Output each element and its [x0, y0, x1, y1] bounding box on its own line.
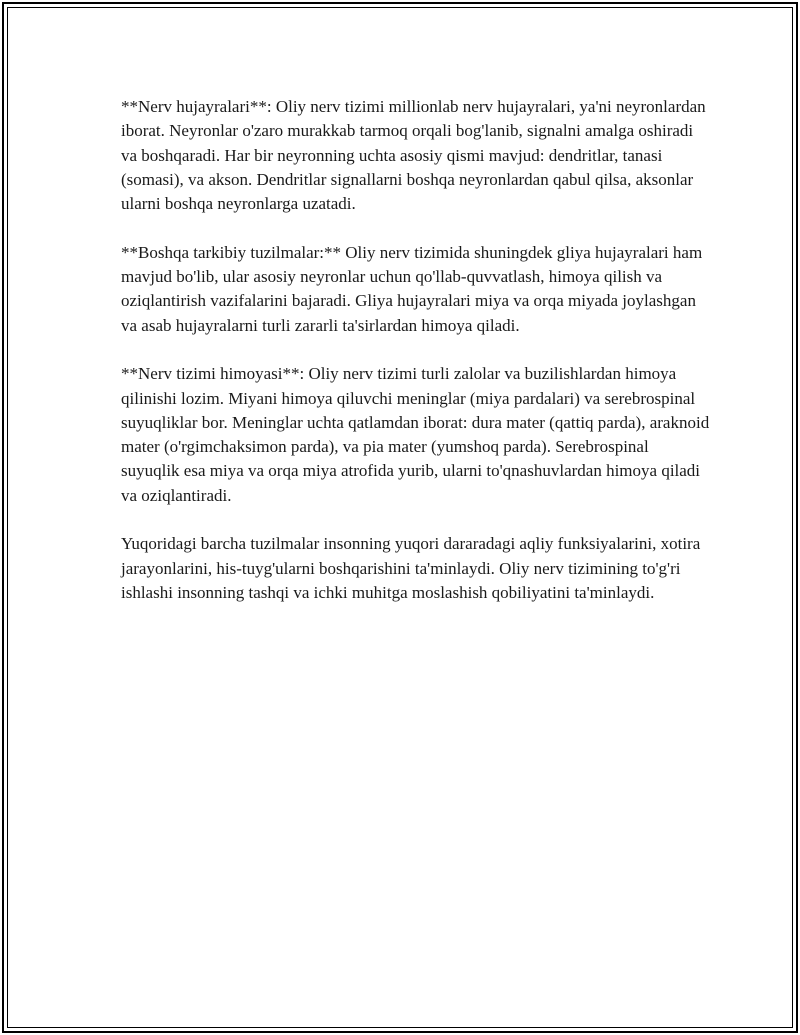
page-border	[2, 2, 798, 1033]
paragraph-xulosa: Yuqoridagi barcha tuzilmalar insonning yuqori dararadagi aqliy funksiyalarini, xotira jarayonlarini, his-tuyg'ularni boshqarishini ta'minlaydi. Oliy nerv tizimining to'g'ri ishlashi insonning tashqi va ichki muhitga moslashish qobiliyatini ta'minlaydi.	[121, 534, 701, 602]
document-body	[121, 95, 711, 630]
paragraph-nerv-tizimi-himoyasi: **Nerv tizimi himoyasi**: Oliy nerv tizimi turli zalolar va buzilishlardan himoya qilinishi lozim. Miyani himoya qiluvchi meninglar (miya pardalari) va serebrospinal suyuqliklar bor. Meninglar uchta qatlamdan iborat: dura mater (qattiq parda), araknoid mater (o'rgimchaksimon parda), va pia mater (yumshoq parda). Serebrospinal suyuqlik esa miya va orqa miya atrofida yurib, ularni to'qnashuvlardan himoya qiladi va oziqlantiradi.	[121, 364, 710, 505]
paragraph-nerv-hujayralari: **Nerv hujayralari**: Oliy nerv tizimi millionlab nerv hujayralari, ya'ni neyronlardan iborat. Neyronlar o'zaro murakkab tarmoq orqali bog'lanib, signalni amalga oshiradi va boshqaradi. Har bir neyronning uchta asosiy qismi mavjud: dendritlar, tanasi (somasi), va akson. Dendritlar signallarni boshqa neyronlardan qabul qilsa, aksonlar ularni boshqa neyronlarga uzatadi.	[121, 97, 706, 214]
paragraph-boshqa-tuzilmalar: **Boshqa tarkibiy tuzilmalar:** Oliy nerv tizimida shuningdek gliya hujayralari ham mavjud bo'lib, ular asosiy neyronlar uchun qo'llab-quvvatlash, himoya qilish va oziqlantirish vazifalarini bajaradi. Gliya hujayralari miya va orqa miyada joylashgan va asab hujayralarni turli zararli ta'sirlardan himoya qiladi.	[121, 242, 703, 335]
